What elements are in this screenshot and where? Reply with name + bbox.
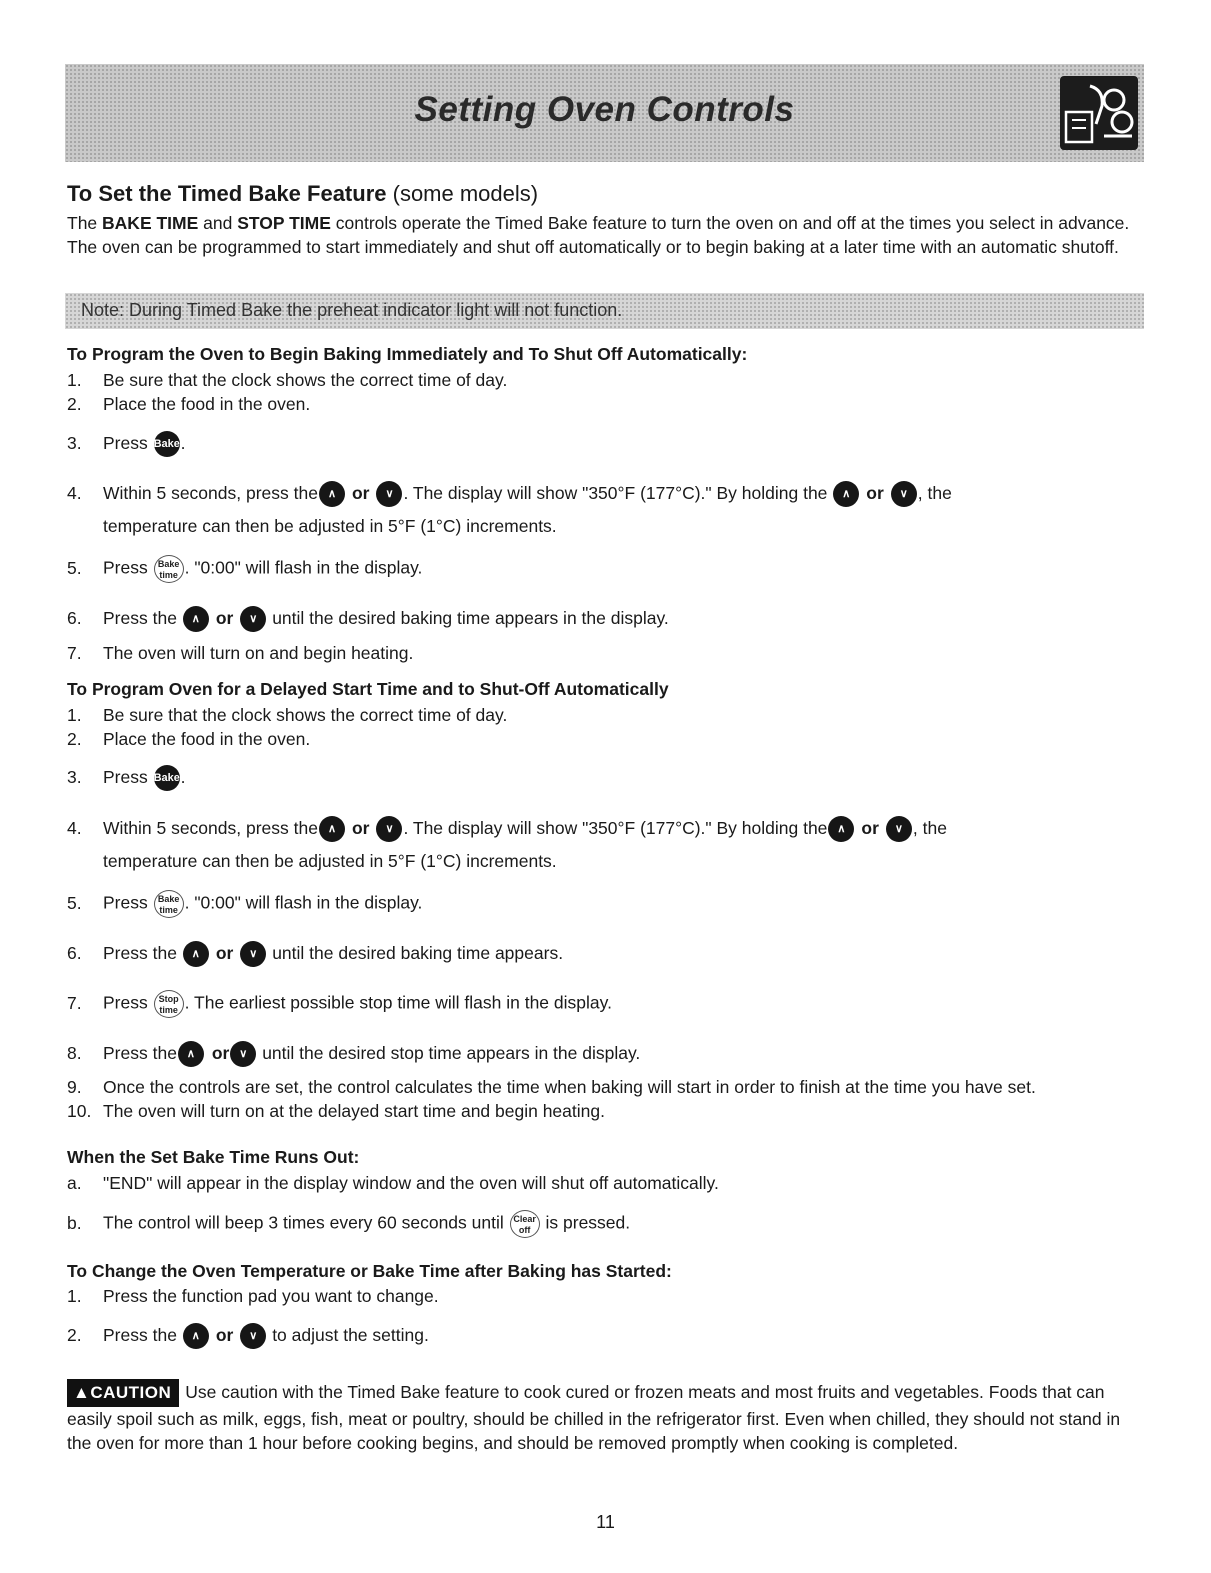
intro-stop-time: STOP TIME: [237, 213, 331, 233]
step-text: Place the food in the oven.: [103, 394, 311, 414]
list-item: b. The control will beep 3 times every 60 seconds until Clear off is pressed.: [67, 1210, 630, 1234]
bake-time-button-icon: [154, 890, 184, 918]
runs-out-heading: When the Set Bake Time Runs Out:: [67, 1147, 360, 1167]
page-number: 11: [596, 1512, 615, 1532]
step-text: Press the function pad you want to change.: [103, 1286, 439, 1306]
step-text: , the: [917, 483, 952, 503]
down-arrow-button-icon: ∨: [376, 816, 402, 842]
step-text: Place the food in the oven.: [103, 729, 311, 749]
down-arrow-button-icon: ∨: [891, 481, 917, 507]
btn-label-1: Stop: [158, 994, 179, 1004]
section-title-text: To Set the Timed Bake Feature: [67, 181, 387, 206]
step-text: Once the controls are set, the control calculates the time when baking will start in order to finish at the time you have set.: [103, 1077, 1036, 1097]
step-text: Be sure that the clock shows the correct time of day.: [103, 705, 508, 725]
change-heading: To Change the Oven Temperature or Bake Time after Baking has Started:: [67, 1261, 672, 1281]
list-item: 7. The oven will turn on and begin heating.: [67, 643, 414, 663]
down-arrow-button-icon: ∨: [376, 481, 402, 507]
step-text: . The display will show "350°F (177°C)." By holding the: [403, 818, 828, 838]
step-text: until the desired baking time appears in the display.: [272, 608, 669, 628]
list-item: 2. Place the food in the oven.: [67, 394, 311, 414]
bake-button-icon: Bake: [154, 765, 180, 791]
down-arrow-button-icon: ∨: [240, 606, 266, 632]
step-text: to adjust the setting.: [272, 1325, 429, 1345]
or-text: or: [215, 943, 234, 963]
or-text: or: [351, 483, 370, 503]
list-item: 6. Press the ∧ or ∨ until the desired baking time appears in the display.: [67, 606, 669, 630]
step-text: The control will beep 3 times every 60 seconds until: [103, 1212, 504, 1233]
intro-mid: and: [198, 213, 238, 233]
intro-pre: The: [67, 213, 103, 233]
warning-triangle-icon: ▲: [73, 1383, 91, 1402]
step-continuation: temperature can then be adjusted in 5°F (1°C) increments.: [103, 516, 557, 536]
down-arrow-button-icon: ∨: [240, 1323, 266, 1349]
up-arrow-button-icon: ∧: [183, 1323, 209, 1349]
list-item: 1. Be sure that the clock shows the correct time of day.: [67, 705, 508, 725]
up-arrow-button-icon: ∧: [319, 481, 345, 507]
step-text: Press the: [103, 1043, 177, 1063]
down-arrow-button-icon: ∨: [240, 941, 266, 967]
list-item: 2. Place the food in the oven.: [67, 729, 311, 749]
intro-post: controls operate the Timed Bake feature to turn the oven on and off at the times you select in advance. The oven can be programmed to start immediately and shut off automatically or to begin baking at a later time with an automatic shutoff.: [67, 213, 1130, 257]
step-text: Press: [103, 767, 148, 787]
step-continuation: temperature can then be adjusted in 5°F (1°C) increments.: [103, 851, 557, 871]
list-item: 1. Press the function pad you want to change.: [67, 1286, 439, 1306]
list-item: 4. Within 5 seconds, press the ∧ or ∨ . The display will show "350°F (177°C)." By holding the ∧ or ∨ , the: [67, 816, 1147, 840]
immediate-heading: To Program the Oven to Begin Baking Immediately and To Shut Off Automatically:: [67, 344, 748, 364]
caution-label: CAUTION: [90, 1383, 172, 1402]
up-arrow-button-icon: ∧: [183, 941, 209, 967]
note-bar: [65, 293, 1144, 329]
step-text: . "0:00" will flash in the display.: [184, 892, 423, 913]
step-text: is pressed.: [545, 1212, 631, 1233]
header-banner: [65, 64, 1144, 162]
step-text: The oven will turn on at the delayed start time and begin heating.: [103, 1101, 605, 1121]
section-title-suffix: (some models): [392, 181, 539, 206]
list-item: 4. Within 5 seconds, press the ∧ or ∨ . The display will show "350°F (177°C)." By holding the ∧ or ∨ , the: [67, 481, 1147, 505]
caution-paragraph: [67, 1379, 1147, 1455]
section-title: [67, 181, 538, 207]
list-item: 6. Press the ∧ or ∨ until the desired baking time appears.: [67, 941, 563, 965]
bake-button-icon: Bake: [154, 431, 180, 457]
step-text: Press the: [103, 608, 177, 628]
step-text: , the: [912, 818, 947, 838]
or-text: or: [866, 483, 884, 503]
step-text: Press the: [103, 943, 177, 963]
up-arrow-button-icon: ∧: [183, 606, 209, 632]
or-text: or: [215, 608, 234, 628]
list-item: 10. The oven will turn on at the delayed start time and begin heating.: [67, 1101, 605, 1121]
list-item: 9. Once the controls are set, the control calculates the time when baking will start in order to finish at the time you have set.: [67, 1077, 1036, 1097]
oven-controls-icon: [1060, 76, 1138, 150]
step-text: "END" will appear in the display window and the oven will shut off automatically.: [103, 1173, 719, 1193]
delayed-heading: To Program Oven for a Delayed Start Time and to Shut-Off Automatically: [67, 679, 669, 699]
intro-paragraph: [67, 211, 1147, 259]
list-item: 1. Be sure that the clock shows the correct time of day.: [67, 370, 508, 390]
stop-time-button-icon: [154, 990, 184, 1018]
intro-bake-time: BAKE TIME: [102, 213, 199, 233]
caution-badge: [67, 1379, 179, 1407]
step-text: until the desired baking time appears.: [272, 943, 564, 963]
up-arrow-button-icon: ∧: [178, 1041, 204, 1067]
btn-label-1: Bake: [157, 559, 180, 569]
list-item: 2. Press the ∧ or ∨ to adjust the setting.: [67, 1323, 429, 1347]
note-text: Note: During Timed Bake the preheat indicator light will not function.: [81, 300, 623, 320]
btn-label-2: off: [518, 1225, 531, 1235]
step-text: Within 5 seconds, press the: [103, 818, 318, 838]
step-text: Within 5 seconds, press the: [103, 483, 318, 503]
page-title: Setting Oven Controls: [414, 90, 795, 129]
list-item: 3. Press Bake.: [67, 765, 185, 789]
step-text: . "0:00" will flash in the display.: [184, 557, 423, 578]
down-arrow-button-icon: ∨: [886, 816, 912, 842]
down-arrow-button-icon: ∨: [230, 1041, 256, 1067]
step-text: until the desired stop time appears in the display.: [262, 1043, 641, 1063]
up-arrow-button-icon: ∧: [833, 481, 859, 507]
list-item: 3. Press Bake.: [67, 431, 185, 455]
up-arrow-button-icon: ∧: [319, 816, 345, 842]
btn-label-2: time: [159, 570, 178, 580]
btn-label-2: time: [159, 1005, 178, 1015]
bake-time-button-icon: [154, 555, 184, 583]
or-text: or: [215, 1325, 234, 1345]
btn-label-1: Clear: [513, 1214, 536, 1224]
list-item: 5. Press Bake time . "0:00" will flash in the display.: [67, 555, 422, 579]
step-text: Be sure that the clock shows the correct time of day.: [103, 370, 508, 390]
step-text: . The earliest possible stop time will flash in the display.: [184, 992, 612, 1013]
step-text: The oven will turn on and begin heating.: [103, 643, 414, 663]
btn-label-2: time: [159, 905, 178, 915]
step-text: . The display will show "350°F (177°C)." By holding the: [403, 483, 828, 503]
list-item: 8. Press the ∧ or ∨ until the desired stop time appears in the display.: [67, 1041, 640, 1065]
list-item: 5. Press Bake time . "0:00" will flash in the display.: [67, 890, 422, 914]
step-text: Press the: [103, 1325, 177, 1345]
or-text: or: [211, 1043, 230, 1063]
btn-label-1: Bake: [157, 894, 180, 904]
list-item: a. "END" will appear in the display window and the oven will shut off automatically.: [67, 1173, 719, 1193]
list-item: 7. Press Stop time . The earliest possible stop time will flash in the display.: [67, 990, 612, 1014]
caution-text: Use caution with the Timed Bake feature to cook cured or frozen meats and most fruits and vegetables. Foods that can easily spoil such as milk, eggs, fish, meat or poultry, should be chilled in the refrigerator first. Even when chilled, they should not stand in the oven for more than 1 hour before cooking begins, and should be removed promptly when cooking is completed.: [67, 1382, 1121, 1453]
up-arrow-button-icon: ∧: [828, 816, 854, 842]
or-text: or: [861, 818, 879, 838]
clear-off-button-icon: [510, 1210, 540, 1238]
step-text: Press: [103, 433, 148, 453]
or-text: or: [351, 818, 370, 838]
